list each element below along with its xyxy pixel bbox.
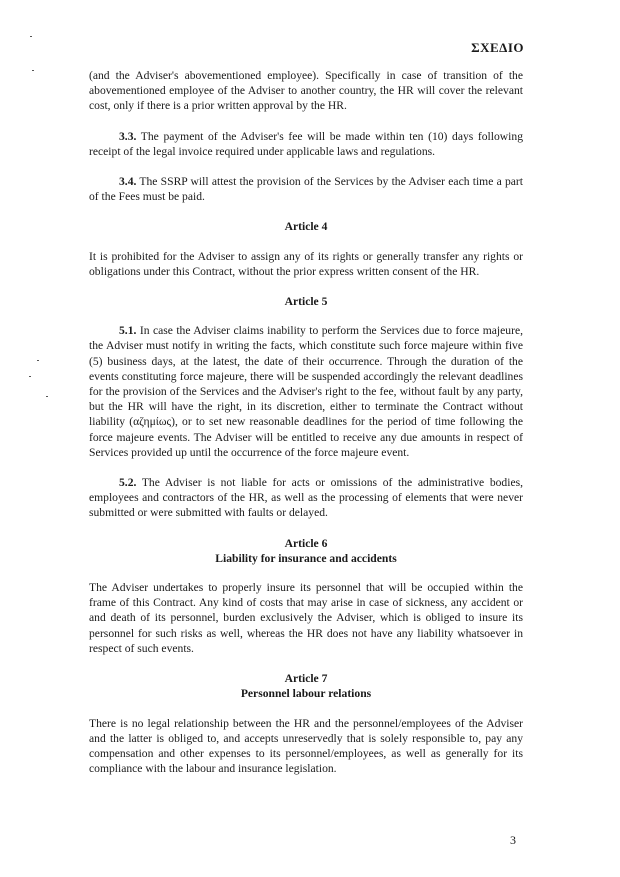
- clause-text: The SSRP will attest the provision of the Services by the Adviser each time a part of the Fees must be paid.: [89, 175, 523, 204]
- scan-speck: [29, 376, 31, 377]
- clause-3-4: [89, 174, 523, 204]
- article-4-text: It is prohibited for the Adviser to assign any of its rights or generally transfer any rights or obligations under this Contract, without the prior express written consent of the HR.: [89, 249, 523, 278]
- article-7-text: There is no legal relationship between the HR and the personnel/employees of the Adviser and the latter is obliged to, and accepts unreservedly that is solely responsible to, pay any compensation and other expenses to its personnel/employees, as well as generally for its compliance with the labour and insurance legislation.: [89, 716, 523, 776]
- article-6-heading: [89, 536, 523, 566]
- scan-speck: [46, 396, 48, 397]
- continuation-paragraph: (and the Adviser's abovementioned employee). Specifically in case of transition of the abovementioned employee of the Adviser to another country, the HR will cover the relevant cost, only if there is a prior written approval by the HR.: [89, 69, 523, 113]
- article-subtitle: Personnel labour relations: [240, 687, 372, 701]
- article-subtitle: Liability for insurance and accidents: [215, 551, 397, 565]
- clause-number: 3.3.: [119, 129, 137, 143]
- clause-5-1: [89, 323, 523, 460]
- document-body: [89, 68, 523, 791]
- clause-number: 5.2.: [119, 476, 137, 490]
- article-6-text: The Adviser undertakes to properly insure its personnel that will be occupied within the frame of this Contract. Any kind of costs that may arise in case of sickness, any accident or and death of its personnel, burden exclusively the Adviser, which is obliged to insure its personnel for such risks as well, whereas the HR does not have any liability whatsoever in respect of such events.: [89, 581, 523, 655]
- article-4-heading: [89, 219, 523, 234]
- clause-text: The payment of the Adviser's fee will be made within ten (10) days following receipt of the legal invoice required under applicable laws and regulations.: [89, 129, 523, 158]
- clause-number: 5.1.: [119, 324, 137, 338]
- scan-speck: [30, 36, 32, 37]
- clause-5-2: [89, 475, 523, 521]
- clause-number: 3.4.: [119, 175, 137, 189]
- article-title: Article 6: [284, 536, 328, 550]
- article-title: Article 7: [284, 672, 328, 686]
- article-title: Article 4: [284, 220, 328, 234]
- article-5-heading: [89, 294, 523, 309]
- clause-3-3: [89, 129, 523, 159]
- scan-speck: [37, 360, 39, 361]
- page-number: 3: [510, 833, 516, 847]
- clause-text: In case the Adviser claims inability to perform the Services due to force majeure, the Adviser must notify in writing the facts, which constitute such force majeure within five (5) business days, at the latest, the date of their occurrence. Through the duration of the events constituting force majeure, there will be suspended accordingly the relevant deadlines for the provision of the Services and the Adviser's right to the fee, without fault by any party, but the HR will have the right, in its discretion, either to terminate the Contract without liability (αζημίως), or to set new reasonable deadlines for the period of time following the force majeure events. The Adviser will be entitled to receive any due amounts in respect of Services provided up until the occurrence of the force majeure event.: [89, 324, 523, 459]
- article-7-heading: [89, 671, 523, 701]
- article-title: Article 5: [284, 295, 328, 309]
- draft-watermark-label: ΣΧΕΔΙΟ: [471, 40, 524, 55]
- clause-text: The Adviser is not liable for acts or omissions of the administrative bodies, employees and contractors of the HR, as well as the processing of elements that were never submitted or were submitted with faults or delayed.: [89, 476, 523, 520]
- scan-speck: [32, 70, 34, 71]
